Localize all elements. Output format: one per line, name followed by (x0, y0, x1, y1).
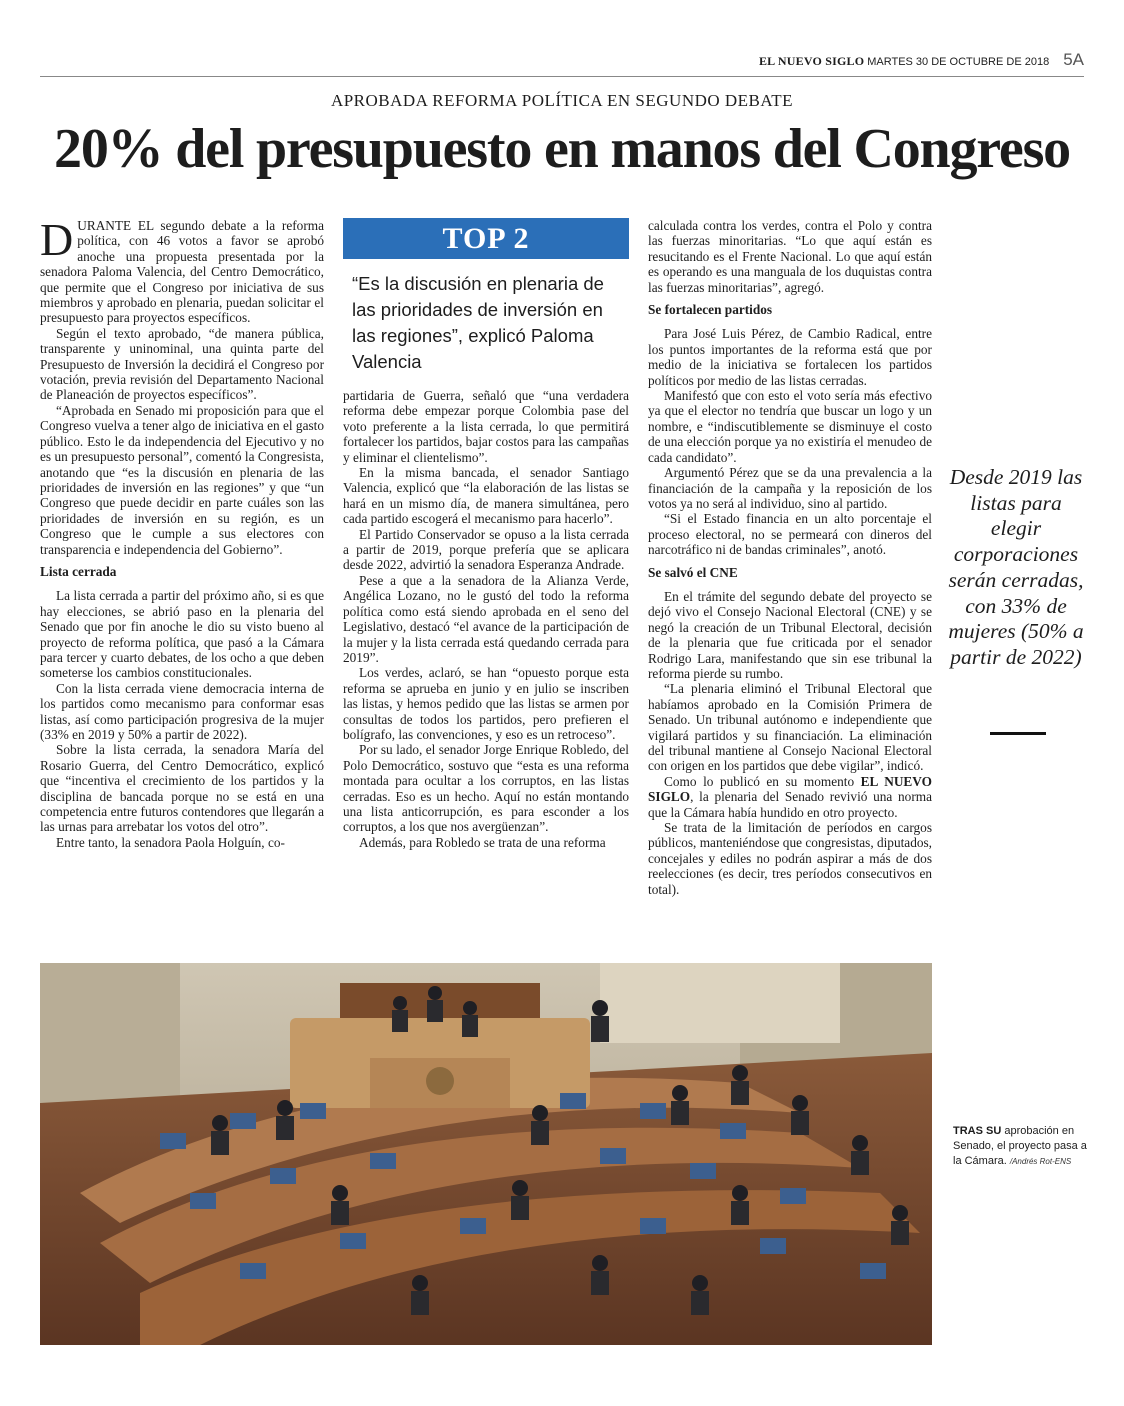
photo-caption (953, 1124, 1091, 1169)
newspaper-name: EL NUEVO SIGLO (758, 54, 865, 68)
subheading: Se fortalecen partidos (648, 302, 773, 318)
page-number: 5A (1063, 50, 1084, 69)
drop-cap: D (40, 214, 74, 265)
paragraph: Con la lista cerrada viene democracia interna de los partidos como mecanismo para conformar esas listas, así como participación progresiva de la mujer (33% en 2019 y 50% a partir de 2022). (40, 680, 324, 742)
paragraph-text: segundo debate a la reforma política, con 46 votos a favor se aprobó anoche una propuesta presentada por la senadora Paloma Valencia, del Centro Democrático, que permite que el Congreso por iniciativa de sus miembros y aprobado en plenaria, puedan solicitar el presupuesto para proyectos específicos. (40, 218, 324, 326)
paragraph: partidaria de Guerra, señaló que “una verdadera reforma debe empezar porque Colombia pase del voto preferente a la lista cerrada, lo que permitirá fortalecer los partidos, bajar costos para las campañas y eliminar el clientelismo”. (343, 388, 629, 465)
lead-paragraph (40, 214, 324, 326)
lead-in: URANTE EL (77, 218, 154, 233)
senate-plenary-photo (40, 963, 932, 1345)
paper-name-inline: EL NUEVO SIGLO (648, 773, 932, 805)
kicker: APROBADA REFORMA POLÍTICA EN SEGUNDO DEBATE (330, 91, 794, 110)
paragraph: Se trata de la limitación de períodos en cargos públicos, manteniéndose que congresistas, diputados, concejales y ediles no podrán aspirar a más de dos reelecciones (es decir, tres períodos consecutivos en total). (648, 820, 932, 897)
column-2 (343, 388, 629, 850)
paragraph: En la misma bancada, el senador Santiago Valencia, explicó que “la elaboración de las listas se hará en un mismo día, de manera simultánea, pero cada partido escogerá el mecanismo para hacerlo”. (343, 465, 629, 527)
photo-credit: /Andrés Rot-ENS (1009, 1157, 1072, 1166)
paragraph: El Partido Conservador se opuso a la lista cerrada a partir de 2019, porque prefería que se aplicara desde 2022, advirtió la senadora Esperanza Andrade. (343, 526, 629, 573)
paragraph: Entre tanto, la senadora Paola Holguín, co- (56, 834, 285, 850)
paragraph (648, 774, 932, 820)
subheading: Se salvó el CNE (648, 564, 738, 580)
paragraph: “Aprobada en Senado mi proposición para que el Congreso vuelva a tener algo de iniciativa en el gasto público. Esto le da independencia del Ejecutivo y no es un presupuesto personal”, comentó la Congresista, anotando que “es la discusión en plenaria de las prioridades de inversión en las regiones” y que “un Congreso que puede decidir en parte cuáles son las prioridades de inversión en su región, es un Congreso que le cumple a sus electores con transparencia e independencia del Gobierno”. (40, 402, 324, 557)
caption-lead: TRAS SU (953, 1125, 1002, 1137)
paragraph: “La plenaria eliminó el Tribunal Electoral que habíamos aprobado en la Comisión Primera de Senado. Un tribunal autónomo e independiente que vigilará partidos y su financiación. La eliminación del tribunal mantiene al Consejo Nacional Electoral con origen en los partidos que debe vigilar”, indicó. (648, 681, 932, 774)
caption-text: aprobación en Senado, el proyecto pasa a la Cámara. (953, 1125, 1087, 1167)
paragraph: Manifestó que con esto el voto sería más efectivo ya que el elector no tendría que buscar un logo y un nombre, e “indiscutiblemente se disminuye el costo de una elección porque ya no existiría el menudeo de cada candidato”. (648, 388, 932, 465)
paragraph-text: Como lo publicó en su momento (664, 773, 855, 789)
column-1 (40, 214, 324, 850)
paragraph: Pese a que a la senadora de la Alianza Verde, Angélica Lozano, no le gustó del todo la reforma política como está siendo aprobada en el seno del Legislativo, destacó “el avance de la participación de la mujer y la lista cerrada está quedando cerrada para 2019”. (343, 572, 629, 665)
top2-banner (343, 218, 629, 259)
paragraph: Según el texto aprobado, “de manera pública, transparente y uninominal, una quinta parte del Presupuesto de Inversión la decidirá el Congreso por votación, previa revisión del Departamento Nacional de Planeación de proyectos específicos”. (40, 325, 324, 403)
paragraph: En el trámite del segundo debate del proyecto se dejó vivo el Consejo Nacional Electoral (CNE) y se negó la creación de un Tribunal Electoral, decisión de la plenaria que fue criticada por el senador Rodrigo Lara, manifestando que sin ese tribunal la reforma pierde su rumbo. (648, 588, 932, 681)
paragraph: Para José Luis Pérez, de Cambio Radical, entre los puntos importantes de la reforma está que por medio de la iniciativa se fortalecen los partidos políticos por medio de las listas cerradas. (648, 326, 932, 388)
paragraph-text: , la plenaria del Senado revivió una norma que la Cámara había hundido en otro proyecto. (648, 789, 932, 820)
pull-quote: “Es la discusión en plenaria de las prioridades de inversión en las regiones”, explicó Paloma Valencia (352, 273, 604, 372)
paragraph: La lista cerrada a partir del próximo año, si es que hay elecciones, se abrió paso en la plenaria del Senado que por fin anoche le dio su visto bueno al proyecto de reforma política, que pasó a la Cámara para tercer y cuarto debates, de los ocho a que deben someterse los cambios constitucionales. (40, 588, 324, 681)
paragraph: Por su lado, el senador Jorge Enrique Robledo, del Polo Democrático, sostuvo que “esta es una reforma montada para ocultar a los corruptos, en las listas cerradas. Eso es un hecho. Aquí no están montando una lista anticorrupción, es para esconder a los corruptos, a los que nos avergüenzan”. (343, 742, 629, 835)
subheading: Lista cerrada (40, 563, 117, 579)
paragraph: Sobre la lista cerrada, la senadora María del Rosario Guerra, del Centro Democrático, explicó que “incentiva el crecimiento de los partidos y la disciplina de bancada porque no se está en una competencia entre futuros contendores que llegarán a las urnas para arrebatar los votos del otro”. (40, 742, 324, 835)
issue-date: MARTES 30 DE OCTUBRE DE 2018 (867, 56, 1050, 68)
side-quote: Desde 2019 las listas para elegir corporaciones serán cerradas, con 33% de mujeres (50% a partir de 2022) (948, 465, 1084, 669)
paragraph: Argumentó Pérez que se da una prevalencia a la financiación de la campaña y la reposición de los votos ya no será al individuo, sino al partido. (648, 465, 932, 511)
top2-label: TOP 2 (442, 221, 530, 255)
masthead-rule (40, 76, 1084, 77)
paragraph: “Si el Estado financia en un alto porcentaje el proceso electoral, no se permeará con dineros del narcotráfico ni de bandas criminales”, anotó. (648, 511, 932, 558)
column-3 (648, 218, 932, 897)
headline: 20% del presupuesto en manos del Congreso (54, 118, 1070, 180)
masthead (40, 50, 1084, 74)
paragraph: calculada contra los verdes, contra el Polo y contra las fuerzas minoritarias. “Lo que aquí están es resucitando es el Frente Nacional. Lo que aquí están es operando es una manguala de los duquistas contra las fuerzas minoritarias”, agregó. (648, 218, 932, 295)
paragraph: Además, para Robledo se trata de una reforma (359, 834, 606, 850)
side-quote-rule (990, 732, 1046, 735)
paragraph: Los verdes, aclaró, se han “opuesto porque esta reforma se aprueba en junio y en julio se inscriben las listas, y hemos pedido que las listas se armen por consultas de todos los partidos, pero prefieren el bolígrafo, las convenciones, y eso es un retroceso”. (343, 665, 629, 742)
